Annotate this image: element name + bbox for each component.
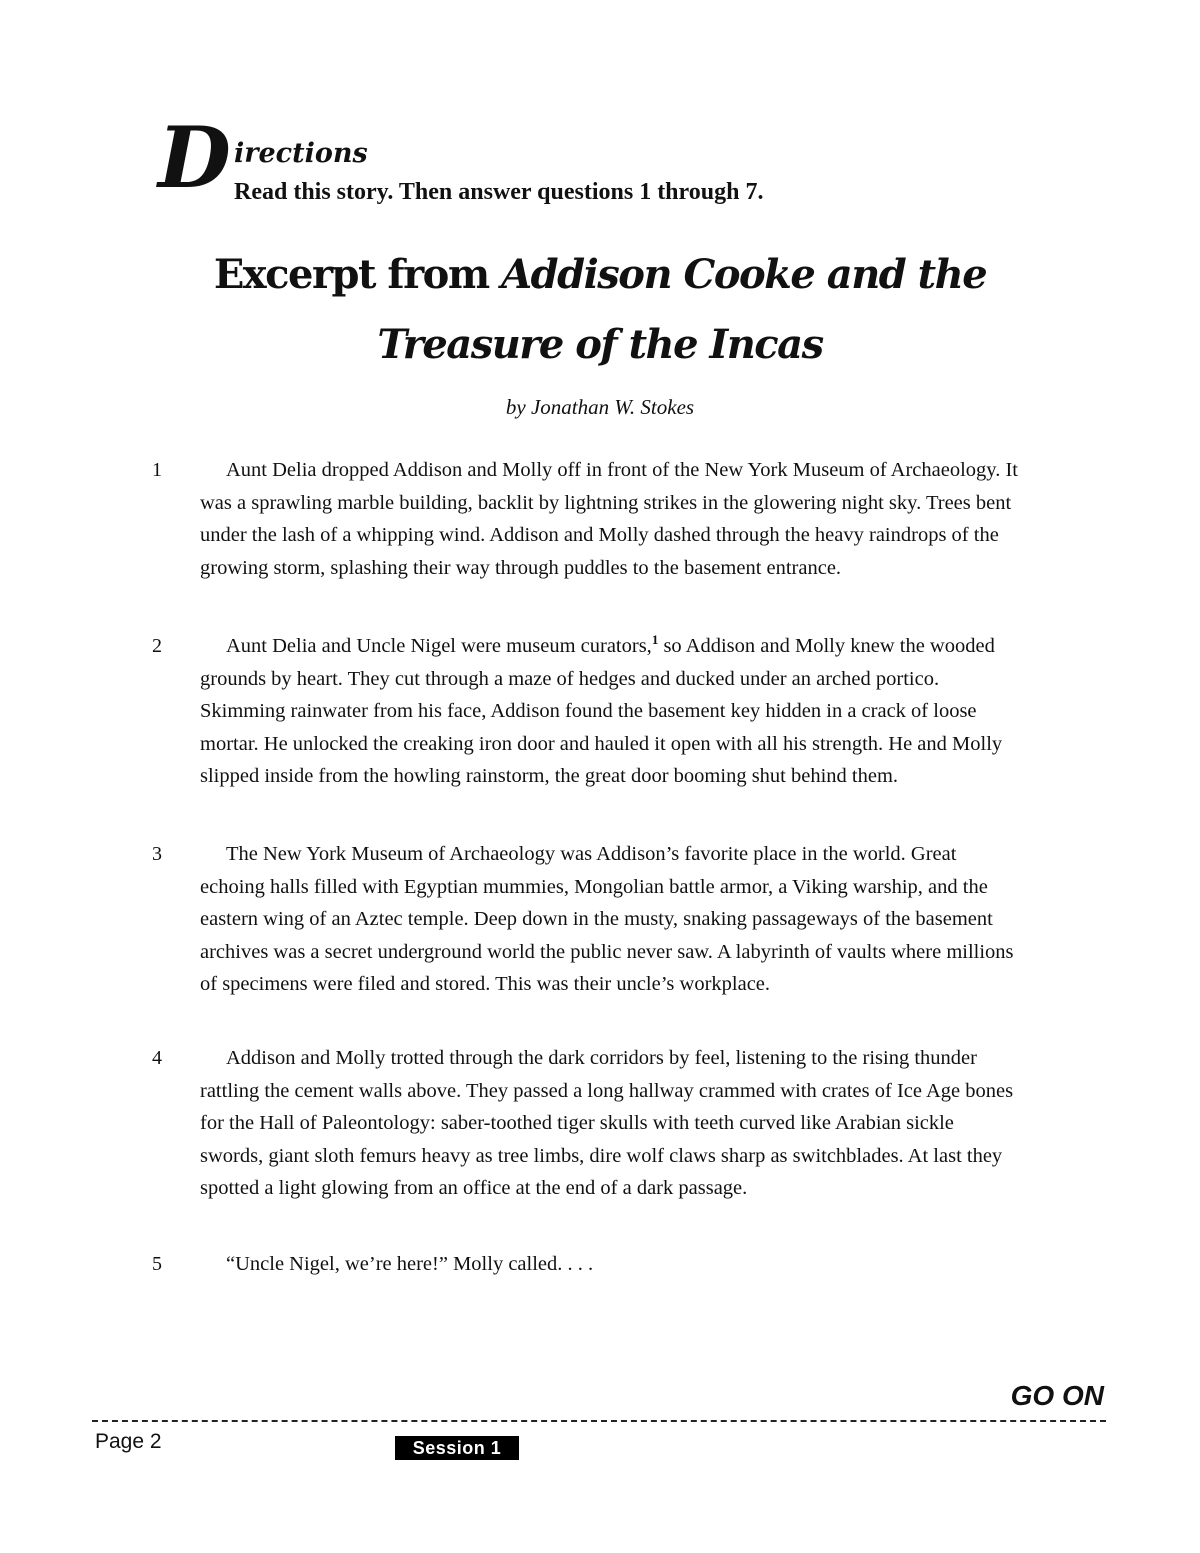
paragraph-number: 4 — [152, 1047, 162, 1069]
footer-divider — [92, 1420, 1106, 1422]
paragraph-number: 3 — [152, 843, 162, 865]
directions-instruction: Read this story. Then answer questions 1 through 7. — [234, 179, 764, 205]
title-line-1 — [0, 240, 1200, 310]
go-on-label: GO ON — [1010, 1380, 1104, 1411]
story-title — [0, 240, 1200, 380]
title-line-2 — [0, 310, 1200, 380]
paragraph-number: 5 — [152, 1253, 162, 1275]
paragraph-text — [200, 630, 1022, 793]
title-italic-part-2: Treasure of the Incas — [377, 321, 823, 368]
footnote-marker: 1 — [651, 632, 659, 648]
paragraph-text-after-footnote: so Addison and Molly knew the wooded grounds by heart. They cut through a maze of hedges and ducked under an arched portico. Skimming rainwater from his face, Addison found the basement key hidden in a crack of loose mortar. He unlocked the creaking iron door and hauled it open with all his strength. He and Molly slipped inside from the howling rainstorm, the great door booming shut behind them. — [200, 635, 1003, 787]
page-number: Page 2 — [95, 1430, 162, 1453]
paragraph-text: The New York Museum of Archaeology was Addison’s favorite place in the world. Great echoing halls filled with Egyptian mummies, Mongolian battle armor, a Viking warship, and the eastern wing of an Aztec temple. Deep down in the musty, snaking passageways of the basement archives was a secret underground world the public never saw. A labyrinth of vaults where millions of specimens were filed and stored. This was their uncle’s workplace. — [200, 843, 1014, 995]
title-italic-part-1: Addison Cooke and the — [501, 251, 987, 298]
author-byline: by Jonathan W. Stokes — [505, 395, 695, 419]
paragraph-number: 1 — [152, 459, 162, 481]
directions-label: irections — [234, 138, 368, 169]
title-prefix: Excerpt from — [213, 251, 502, 298]
paragraph-number: 2 — [152, 635, 162, 657]
session-badge: Session 1 — [395, 1436, 519, 1460]
paragraph-text-before-footnote: Aunt Delia and Uncle Nigel were museum curators, — [226, 635, 652, 657]
paragraph-text: “Uncle Nigel, we’re here!” Molly called. . . . — [226, 1253, 594, 1275]
directions-drop-cap: D — [158, 108, 231, 207]
directions-heading — [158, 108, 1058, 218]
paragraph-text: Aunt Delia dropped Addison and Molly off in front of the New York Museum of Archaeology. It was a sprawling marble building, backlit by lightning strikes in the glowering night sky. Trees bent under the lash of a whipping wind. Addison and Molly dashed through the heavy raindrops of the growing storm, splashing their way through puddles to the basement entrance. — [200, 459, 1018, 579]
paragraph-text: Addison and Molly trotted through the dark corridors by feel, listening to the rising thunder rattling the cement walls above. They passed a long hallway crammed with crates of Ice Age bones for the Hall of Paleontology: saber-toothed tiger skulls with teeth curved like Arabian sickle swords, giant sloth femurs heavy as tree limbs, dire wolf claws sharp as switchblades. At last they spotted a light glowing from an office at the end of a dark passage. — [200, 1047, 1014, 1199]
